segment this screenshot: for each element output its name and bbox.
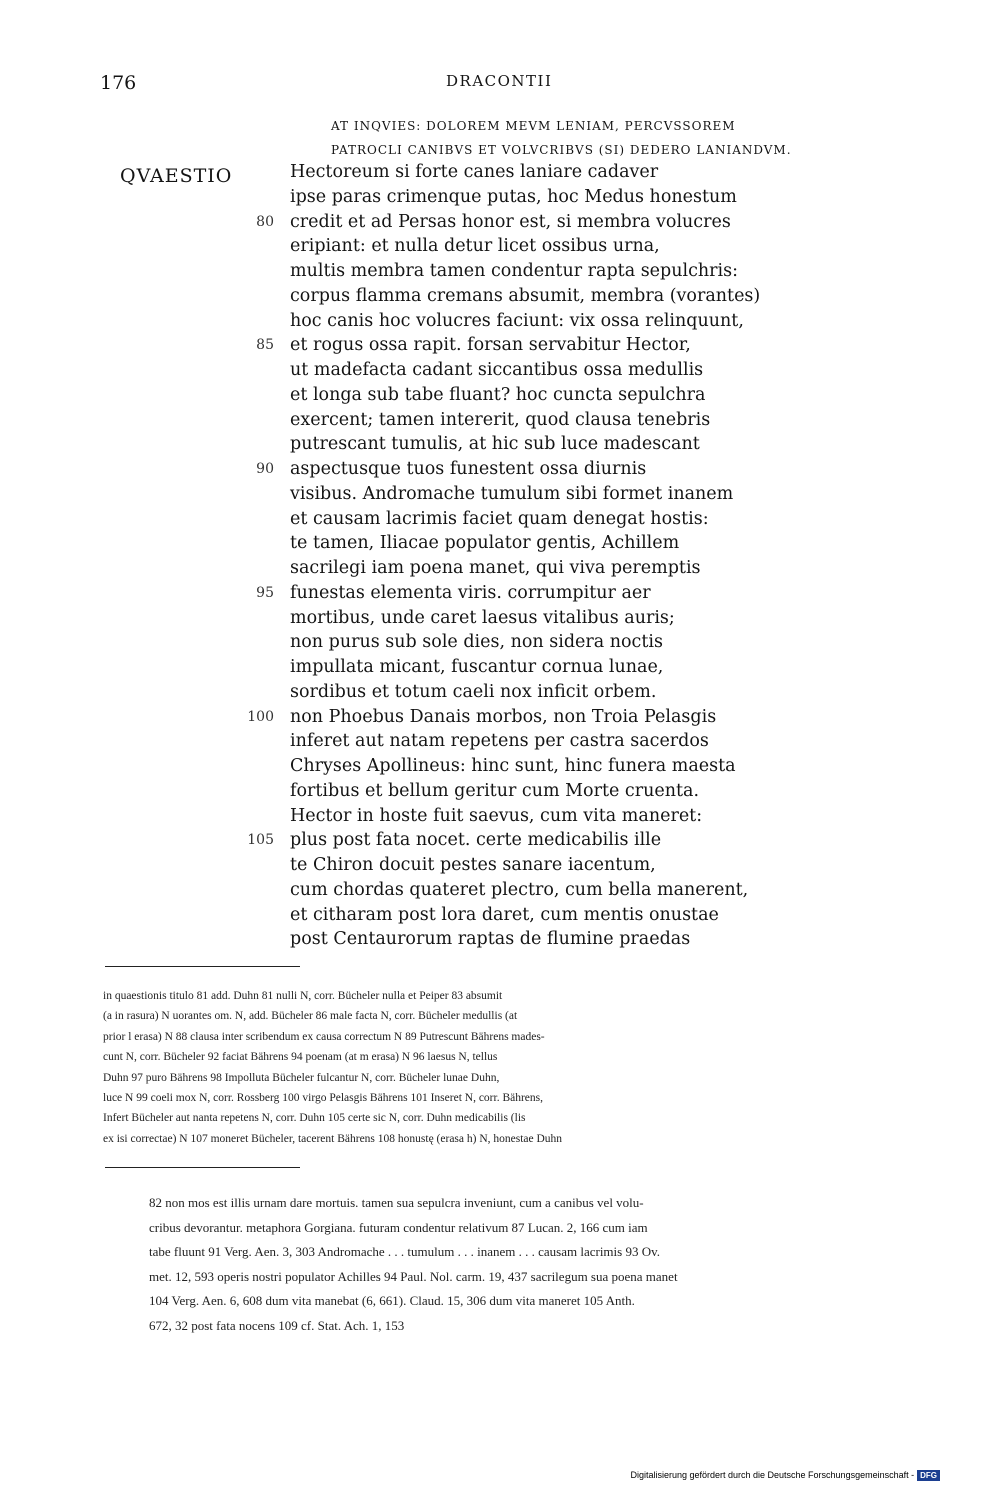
- verse-line: [0, 234, 1000, 259]
- apparatus-divider: [105, 966, 300, 967]
- verse-number: 95: [256, 584, 274, 601]
- verse-text: exercent; tamen intererit, quod clausa tenebris: [290, 409, 711, 430]
- verse-text: Hectoreum si forte canes laniare cadaver: [290, 162, 659, 182]
- verse-line: [0, 531, 1000, 556]
- verse-text: hoc canis hoc volucres faciunt: vix ossa relinquunt,: [290, 310, 744, 331]
- verse-block: [0, 160, 1000, 952]
- verse-text: aspectusque tuos funestent ossa diurnis: [290, 459, 647, 479]
- fontes-line: cribus devorantur. metaphora Gorgiana. futuram condentur relativum 87 Lucan. 2, 166 cum iam: [149, 1219, 648, 1235]
- verse-text: putrescant tumulis, at hic sub luce madescant: [290, 434, 700, 455]
- apparatus-line: in quaestionis titulo 81 add. Duhn 81 nulli N, corr. Bücheler nulla et Peiper 83 absumit: [103, 990, 503, 1002]
- verse-text: inferet aut natam repetens per castra sacerdos: [290, 731, 709, 752]
- verse-text: plus post fata nocet. certe medicabilis ille: [290, 830, 662, 851]
- verse-text: corpus flamma cremans absumit, membra (vorantes): [290, 285, 761, 306]
- verse-text: fortibus et bellum geritur cum Morte cruenta.: [290, 780, 700, 801]
- apparatus-line: Infert Bücheler aut nanta repetens N, corr. Duhn 105 certe sic N, corr. Duhn medicabilis (lis: [103, 1112, 526, 1125]
- verse-line: [0, 333, 1000, 358]
- verse-number: 100: [247, 708, 274, 725]
- apparatus-line: (a in rasura) N uorantes om. N, add. Bücheler 86 male facta N, corr. Bücheler medullis (at: [103, 1010, 518, 1023]
- verse-text: credit et ad Persas honor est, si membra volucres: [290, 211, 731, 232]
- verse-line: [0, 259, 1000, 284]
- verse-text: ut madefacta cadant siccantibus ossa medullis: [290, 360, 704, 380]
- verse-text: non purus sub sole dies, non sidera noctis: [290, 632, 663, 653]
- verse-text: funestas elementa viris. corrumpitur aer: [290, 582, 651, 603]
- verse-line: [0, 878, 1000, 903]
- verse-text: cum chordas quateret plectro, cum bella manerent,: [290, 879, 749, 900]
- section-label: QVAESTIO: [120, 165, 233, 187]
- section-heading-line: PATROCLI CANIBVS ET VOLVCRIBVS (SI) DEDERO LANIANDVM.: [331, 143, 792, 157]
- verse-line: [0, 903, 1000, 928]
- verse-line: [0, 457, 1000, 482]
- verse-text: post Centaurorum raptas de flumine praedas: [290, 929, 691, 950]
- fontes-line: 104 Verg. Aen. 6, 608 dum vita manebat (6, 661). Claud. 15, 306 dum vita maneret 105 Anth.: [149, 1293, 635, 1308]
- verse-line: [0, 581, 1000, 606]
- verse-line: [0, 432, 1000, 457]
- verse-number: 105: [247, 832, 274, 849]
- fontes-divider: [105, 1167, 300, 1168]
- verse-line: [0, 160, 1000, 185]
- verse-line: [0, 507, 1000, 532]
- apparatus-line: ex isi correctae) N 107 moneret Bücheler, tacerent Bährens 108 honustę (erasa h) N, honestae Duhn: [103, 1132, 563, 1145]
- apparatus-line: prior l erasa) N 88 clausa inter scribendum ex causa correctum N 89 Putrescunt Bährens mades-: [103, 1030, 545, 1043]
- verse-text: sordibus et totum caeli nox inficit orbem.: [290, 681, 657, 702]
- verse-text: et rogus ossa rapit. forsan servabitur Hector,: [290, 335, 691, 356]
- sources-notes: [103, 1191, 893, 1338]
- fontes-line: 82 non mos est illis urnam dare mortuis. tamen sua sepulcra inveniunt, cum a canibus vel volu-: [149, 1195, 644, 1210]
- verse-number: 90: [256, 461, 274, 477]
- fontes-line: 672, 32 post fata nocens 109 cf. Stat. Ach. 1, 153: [149, 1317, 405, 1333]
- critical-apparatus: [103, 986, 893, 1149]
- apparatus-line: Duhn 97 puro Bährens 98 Impolluta Bücheler fulcantur N, corr. Bücheler lunae Duhn,: [103, 1071, 500, 1084]
- digitization-footer: [630, 1470, 940, 1481]
- verse-line: [0, 655, 1000, 680]
- verse-text: ipse paras crimenque putas, hoc Medus honestum: [290, 186, 737, 207]
- verse-line: [0, 358, 1000, 383]
- verse-text: et longa sub tabe fluant? hoc cuncta sepulchra: [290, 384, 706, 405]
- verse-number: 80: [256, 213, 274, 230]
- verse-text: impullata micant, fuscantur cornua lunae,: [290, 657, 664, 677]
- verse-text: te Chiron docuit pestes sanare iacentum,: [290, 855, 656, 875]
- verse-text: et citharam post lora daret, cum mentis onustae: [290, 904, 719, 925]
- verse-text: non Phoebus Danais morbos, non Troia Pelasgis: [290, 706, 717, 727]
- verse-text: visibus. Andromache tumulum sibi formet inanem: [290, 483, 734, 504]
- verse-line: [0, 210, 1000, 235]
- verse-line: [0, 927, 1000, 952]
- verse-line: [0, 556, 1000, 581]
- dfg-logo: DFG: [917, 1470, 940, 1481]
- verse-text: mortibus, unde caret laesus vitalibus auris;: [290, 607, 675, 628]
- verse-text: et causam lacrimis faciet quam denegat hostis:: [290, 508, 709, 529]
- verse-number: 85: [256, 337, 274, 354]
- verse-line: [0, 754, 1000, 779]
- verse-text: eripiant: et nulla detur licet ossibus urna,: [290, 236, 660, 257]
- verse-text: multis membra tamen condentur rapta sepulchris:: [290, 261, 739, 281]
- verse-line: [0, 779, 1000, 804]
- verse-line: [0, 309, 1000, 334]
- verse-text: Chryses Apollineus: hinc sunt, hinc funera maesta: [290, 756, 736, 776]
- apparatus-line: luce N 99 coeli mox N, corr. Rossberg 100 virgo Pelasgis Bährens 101 Inseret N, corr. Bährens,: [103, 1092, 544, 1105]
- fontes-line: met. 12, 593 operis nostri populator Achilles 94 Paul. Nol. carm. 19, 437 sacrilegum sua poena manet: [149, 1268, 678, 1284]
- verse-line: [0, 408, 1000, 433]
- fontes-line: tabe fluunt 91 Verg. Aen. 3, 303 Andromache . . . tumulum . . . inanem . . . causam lacrimis 93 Ov.: [149, 1244, 661, 1259]
- verse-text: te tamen, Iliacae populator gentis, Achillem: [290, 533, 680, 554]
- verse-line: [0, 705, 1000, 730]
- verse-line: [0, 804, 1000, 829]
- verse-line: [0, 828, 1000, 853]
- verse-text: Hector in hoste fuit saevus, cum vita maneret:: [290, 805, 703, 826]
- verse-line: [0, 630, 1000, 655]
- verse-line: [0, 284, 1000, 309]
- footer-text: Digitalisierung gefördert durch die Deutsche Forschungsgemeinschaft -: [630, 1470, 915, 1480]
- section-heading-line: AT INQVIES: DOLOREM MEVM LENIAM, PERCVSSOREM: [331, 119, 736, 133]
- apparatus-line: cunt N, corr. Bücheler 92 faciat Bährens 94 poenam (at m erasa) N 96 laesus N, tellus: [103, 1051, 498, 1064]
- page-number: 176: [100, 72, 137, 94]
- verse-line: [0, 482, 1000, 507]
- verse-line: [0, 729, 1000, 754]
- running-title: DRACONTII: [446, 72, 553, 90]
- verse-line: [0, 680, 1000, 705]
- verse-text: sacrilegi iam poena manet, qui viva peremptis: [290, 558, 701, 578]
- verse-line: [0, 185, 1000, 210]
- verse-line: [0, 853, 1000, 878]
- verse-line: [0, 383, 1000, 408]
- verse-line: [0, 606, 1000, 631]
